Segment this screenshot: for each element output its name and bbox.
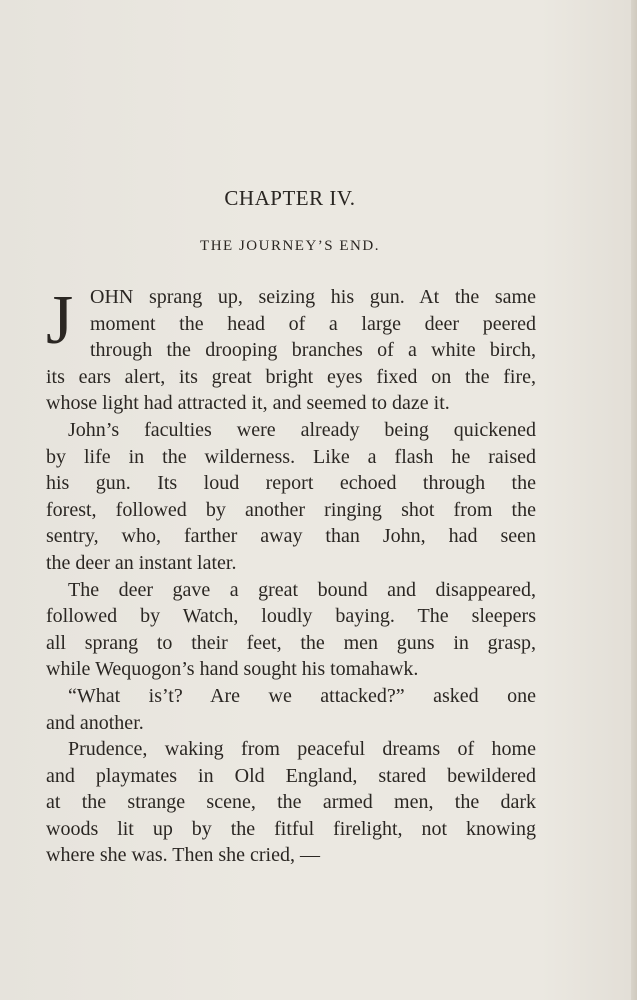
- text-line-12: The deer gave a great bound and disappeared,: [68, 578, 536, 601]
- page-edge: [631, 0, 637, 1000]
- text-line-10: sentry, who, farther away than John, had seen: [46, 525, 536, 548]
- text-line-22: where she was. Then she cried, —: [46, 844, 320, 867]
- text-line-6: John’s faculties were already being quickened: [68, 418, 536, 441]
- text-line-5: whose light had attracted it, and seemed to daze it.: [46, 392, 450, 415]
- chapter-text: [46, 284, 536, 869]
- text-line-16: “What is’t? Are we attacked?” asked one: [68, 684, 536, 707]
- text-line-2: moment the head of a large deer peered: [90, 312, 536, 335]
- text-line-20: at the strange scene, the armed men, the dark: [46, 791, 536, 814]
- text-line-15: while Wequogon’s hand sought his tomahawk.: [46, 658, 419, 681]
- text-line-19: and playmates in Old England, stared bewildered: [46, 764, 536, 787]
- text-line-8: his gun. Its loud report echoed through the: [46, 472, 536, 495]
- drop-cap: J: [46, 282, 74, 359]
- text-line-17: and another.: [46, 711, 144, 734]
- text-line-4: its ears alert, its great bright eyes fixed on the fire,: [46, 365, 536, 388]
- text-line-7: by life in the wilderness. Like a flash he raised: [46, 445, 536, 468]
- text-line-3: through the drooping branches of a white birch,: [90, 339, 536, 362]
- text-line-13: followed by Watch, loudly baying. The sleepers: [46, 605, 536, 628]
- text-line-9: forest, followed by another ringing shot from the: [46, 498, 536, 521]
- chapter-heading: CHAPTER IV.: [224, 186, 356, 210]
- chapter-subtitle: THE JOURNEY’S END.: [200, 238, 380, 254]
- text-line-21: woods lit up by the fitful firelight, not knowing: [46, 817, 536, 840]
- text-line-14: all sprang to their feet, the men guns in grasp,: [46, 631, 536, 654]
- text-line-11: the deer an instant later.: [46, 551, 237, 574]
- text-line-18: Prudence, waking from peaceful dreams of home: [68, 738, 536, 761]
- text-line-1: OHN sprang up, seizing his gun. At the same: [90, 286, 536, 308]
